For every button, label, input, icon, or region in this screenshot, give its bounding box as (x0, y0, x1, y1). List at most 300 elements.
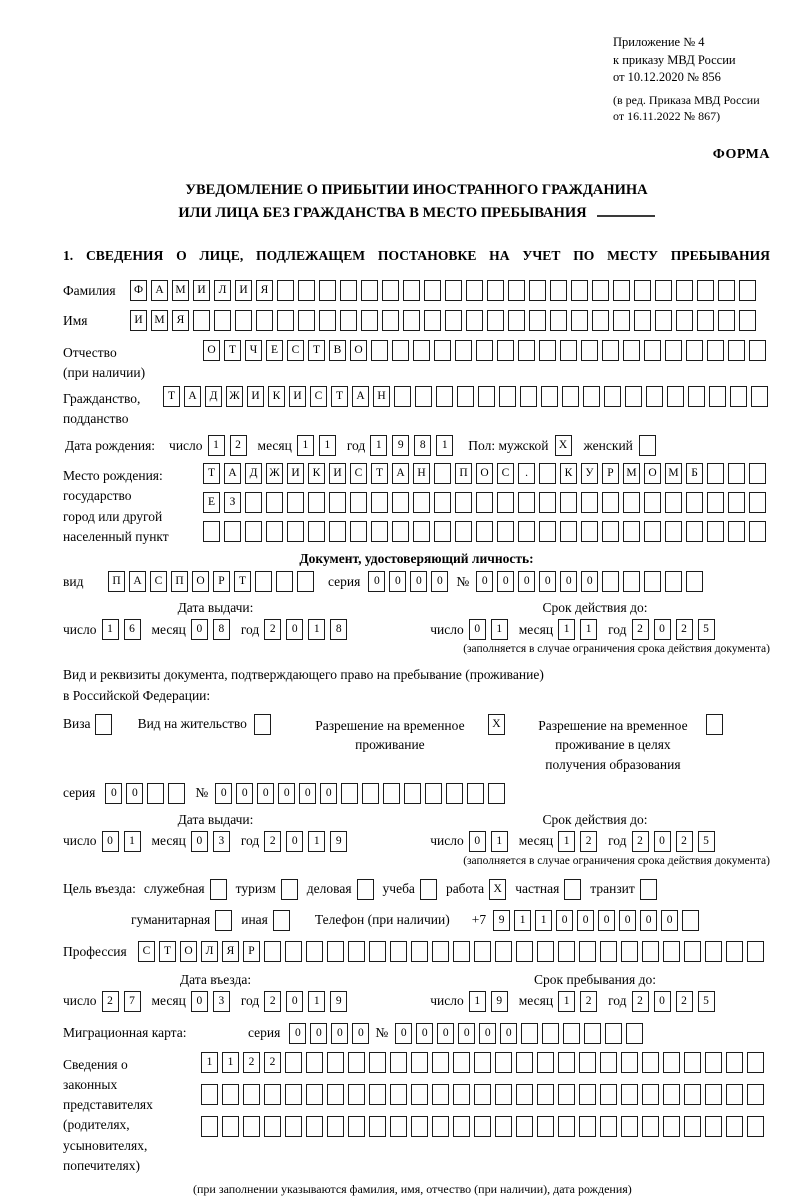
char-cell[interactable] (518, 521, 535, 542)
char-cell[interactable] (541, 386, 558, 407)
char-cell[interactable]: 0 (299, 783, 316, 804)
char-cell[interactable]: 0 (410, 571, 427, 592)
char-cell[interactable] (642, 1116, 659, 1137)
char-cell[interactable] (579, 1116, 596, 1137)
char-cell[interactable] (201, 1116, 218, 1137)
char-cell[interactable] (474, 1052, 491, 1073)
purpose-option-checkbox[interactable] (357, 879, 374, 900)
char-cell[interactable] (255, 571, 272, 592)
char-cell[interactable] (235, 310, 252, 331)
char-cell[interactable] (362, 783, 379, 804)
char-cell[interactable] (243, 1084, 260, 1105)
char-cell[interactable] (604, 386, 621, 407)
char-cell[interactable] (403, 310, 420, 331)
char-cell[interactable] (663, 941, 680, 962)
char-cell[interactable] (518, 492, 535, 513)
char-cell[interactable]: Д (205, 386, 222, 407)
char-cell[interactable]: 0 (497, 571, 514, 592)
char-cell[interactable] (581, 340, 598, 361)
char-cell[interactable]: 1 (514, 910, 531, 931)
char-cell[interactable] (560, 521, 577, 542)
char-cell[interactable]: Т (159, 941, 176, 962)
char-cell[interactable] (728, 463, 745, 484)
char-cell[interactable]: И (130, 310, 147, 331)
char-cell[interactable] (488, 783, 505, 804)
char-cell[interactable]: 1 (297, 435, 314, 456)
char-cell[interactable]: 7 (124, 991, 141, 1012)
char-cell[interactable] (516, 1052, 533, 1073)
char-cell[interactable] (676, 310, 693, 331)
char-cell[interactable]: А (392, 463, 409, 484)
char-cell[interactable]: 0 (102, 831, 119, 852)
char-cell[interactable]: А (151, 280, 168, 301)
char-cell[interactable]: 2 (264, 619, 281, 640)
char-cell[interactable] (453, 1116, 470, 1137)
char-cell[interactable] (663, 1084, 680, 1105)
char-cell[interactable] (369, 1084, 386, 1105)
char-cell[interactable]: 0 (518, 571, 535, 592)
char-cell[interactable] (361, 280, 378, 301)
char-cell[interactable]: 1 (491, 831, 508, 852)
char-cell[interactable] (394, 386, 411, 407)
char-cell[interactable]: 1 (308, 991, 325, 1012)
char-cell[interactable] (602, 521, 619, 542)
char-cell[interactable] (634, 280, 651, 301)
char-cell[interactable] (613, 310, 630, 331)
char-cell[interactable]: 0 (577, 910, 594, 931)
char-cell[interactable] (516, 941, 533, 962)
char-cell[interactable] (495, 1116, 512, 1137)
char-cell[interactable] (642, 941, 659, 962)
char-cell[interactable] (390, 1052, 407, 1073)
char-cell[interactable] (348, 941, 365, 962)
purpose-option-checkbox[interactable] (281, 879, 298, 900)
char-cell[interactable] (537, 941, 554, 962)
char-cell[interactable]: 2 (632, 619, 649, 640)
char-cell[interactable] (667, 386, 684, 407)
char-cell[interactable] (264, 1084, 281, 1105)
char-cell[interactable] (476, 340, 493, 361)
char-cell[interactable] (516, 1116, 533, 1137)
char-cell[interactable] (306, 941, 323, 962)
char-cell[interactable] (432, 1052, 449, 1073)
char-cell[interactable] (602, 492, 619, 513)
char-cell[interactable]: 5 (698, 831, 715, 852)
char-cell[interactable] (613, 280, 630, 301)
char-cell[interactable]: 3 (213, 991, 230, 1012)
char-cell[interactable]: 0 (191, 619, 208, 640)
char-cell[interactable] (390, 941, 407, 962)
char-cell[interactable]: 0 (469, 619, 486, 640)
char-cell[interactable]: М (665, 463, 682, 484)
purpose-option-checkbox[interactable] (210, 879, 227, 900)
char-cell[interactable]: И (287, 463, 304, 484)
purpose-option-checkbox[interactable] (215, 910, 232, 931)
char-cell[interactable] (453, 941, 470, 962)
char-cell[interactable] (600, 1052, 617, 1073)
char-cell[interactable]: Т (163, 386, 180, 407)
char-cell[interactable]: О (644, 463, 661, 484)
char-cell[interactable] (168, 783, 185, 804)
char-cell[interactable] (581, 521, 598, 542)
char-cell[interactable] (411, 941, 428, 962)
char-cell[interactable] (341, 783, 358, 804)
char-cell[interactable]: 5 (698, 991, 715, 1012)
char-cell[interactable] (245, 492, 262, 513)
char-cell[interactable]: С (138, 941, 155, 962)
char-cell[interactable] (446, 783, 463, 804)
char-cell[interactable] (256, 310, 273, 331)
char-cell[interactable]: 0 (654, 991, 671, 1012)
char-cell[interactable]: 0 (581, 571, 598, 592)
char-cell[interactable]: А (129, 571, 146, 592)
char-cell[interactable] (203, 521, 220, 542)
char-cell[interactable] (424, 310, 441, 331)
char-cell[interactable] (403, 280, 420, 301)
char-cell[interactable] (224, 521, 241, 542)
char-cell[interactable]: О (476, 463, 493, 484)
char-cell[interactable]: Е (203, 492, 220, 513)
char-cell[interactable]: 8 (330, 619, 347, 640)
male-checkbox[interactable]: X (555, 435, 572, 456)
char-cell[interactable] (276, 571, 293, 592)
char-cell[interactable]: 0 (191, 831, 208, 852)
char-cell[interactable] (621, 941, 638, 962)
char-cell[interactable]: С (310, 386, 327, 407)
char-cell[interactable]: 1 (102, 619, 119, 640)
char-cell[interactable] (644, 571, 661, 592)
char-cell[interactable]: 2 (676, 619, 693, 640)
char-cell[interactable]: И (193, 280, 210, 301)
char-cell[interactable] (579, 1084, 596, 1105)
char-cell[interactable] (495, 1052, 512, 1073)
char-cell[interactable] (560, 492, 577, 513)
char-cell[interactable] (655, 310, 672, 331)
char-cell[interactable] (455, 492, 472, 513)
char-cell[interactable] (539, 463, 556, 484)
char-cell[interactable]: Н (413, 463, 430, 484)
char-cell[interactable] (264, 1116, 281, 1137)
char-cell[interactable] (361, 310, 378, 331)
char-cell[interactable]: 1 (222, 1052, 239, 1073)
char-cell[interactable]: 0 (640, 910, 657, 931)
char-cell[interactable] (383, 783, 400, 804)
char-cell[interactable] (350, 492, 367, 513)
char-cell[interactable] (521, 1023, 538, 1044)
char-cell[interactable] (726, 941, 743, 962)
char-cell[interactable]: 0 (352, 1023, 369, 1044)
char-cell[interactable] (319, 310, 336, 331)
char-cell[interactable] (707, 492, 724, 513)
char-cell[interactable]: К (560, 463, 577, 484)
char-cell[interactable] (728, 492, 745, 513)
char-cell[interactable] (434, 340, 451, 361)
char-cell[interactable]: 2 (632, 831, 649, 852)
char-cell[interactable] (508, 280, 525, 301)
char-cell[interactable]: 0 (215, 783, 232, 804)
char-cell[interactable] (466, 310, 483, 331)
char-cell[interactable] (646, 386, 663, 407)
char-cell[interactable] (340, 280, 357, 301)
char-cell[interactable]: 0 (479, 1023, 496, 1044)
char-cell[interactable] (298, 310, 315, 331)
char-cell[interactable]: Ж (226, 386, 243, 407)
char-cell[interactable]: 6 (124, 619, 141, 640)
char-cell[interactable] (508, 310, 525, 331)
visa-checkbox[interactable] (95, 714, 112, 735)
char-cell[interactable]: 0 (476, 571, 493, 592)
char-cell[interactable] (718, 310, 735, 331)
char-cell[interactable] (747, 1084, 764, 1105)
char-cell[interactable] (392, 521, 409, 542)
char-cell[interactable] (495, 1084, 512, 1105)
char-cell[interactable]: 1 (558, 619, 575, 640)
char-cell[interactable] (193, 310, 210, 331)
char-cell[interactable] (474, 1084, 491, 1105)
char-cell[interactable] (562, 386, 579, 407)
char-cell[interactable]: 9 (392, 435, 409, 456)
char-cell[interactable]: 2 (632, 991, 649, 1012)
char-cell[interactable] (222, 1116, 239, 1137)
char-cell[interactable] (382, 280, 399, 301)
char-cell[interactable] (539, 492, 556, 513)
char-cell[interactable] (579, 1052, 596, 1073)
purpose-option-checkbox[interactable] (420, 879, 437, 900)
char-cell[interactable] (319, 280, 336, 301)
char-cell[interactable]: И (247, 386, 264, 407)
char-cell[interactable]: О (350, 340, 367, 361)
char-cell[interactable] (644, 492, 661, 513)
char-cell[interactable] (642, 1052, 659, 1073)
char-cell[interactable]: М (172, 280, 189, 301)
char-cell[interactable] (434, 492, 451, 513)
char-cell[interactable] (709, 386, 726, 407)
char-cell[interactable] (665, 340, 682, 361)
char-cell[interactable] (432, 1116, 449, 1137)
char-cell[interactable] (245, 521, 262, 542)
char-cell[interactable] (558, 1116, 575, 1137)
char-cell[interactable]: Л (201, 941, 218, 962)
char-cell[interactable] (705, 1116, 722, 1137)
char-cell[interactable]: С (497, 463, 514, 484)
char-cell[interactable]: П (455, 463, 472, 484)
char-cell[interactable]: 1 (308, 619, 325, 640)
char-cell[interactable]: М (151, 310, 168, 331)
char-cell[interactable]: 0 (395, 1023, 412, 1044)
female-checkbox[interactable] (639, 435, 656, 456)
char-cell[interactable]: 0 (500, 1023, 517, 1044)
char-cell[interactable]: 1 (469, 991, 486, 1012)
char-cell[interactable]: 0 (320, 783, 337, 804)
char-cell[interactable] (434, 521, 451, 542)
char-cell[interactable] (686, 340, 703, 361)
char-cell[interactable]: 0 (458, 1023, 475, 1044)
char-cell[interactable] (308, 521, 325, 542)
char-cell[interactable] (467, 783, 484, 804)
char-cell[interactable] (466, 280, 483, 301)
char-cell[interactable] (655, 280, 672, 301)
char-cell[interactable] (411, 1052, 428, 1073)
char-cell[interactable]: 0 (556, 910, 573, 931)
char-cell[interactable] (644, 521, 661, 542)
char-cell[interactable]: О (180, 941, 197, 962)
char-cell[interactable] (201, 1084, 218, 1105)
char-cell[interactable] (392, 492, 409, 513)
char-cell[interactable]: 0 (286, 619, 303, 640)
char-cell[interactable] (529, 310, 546, 331)
char-cell[interactable] (285, 1084, 302, 1105)
char-cell[interactable] (558, 941, 575, 962)
char-cell[interactable] (327, 941, 344, 962)
char-cell[interactable]: Я (256, 280, 273, 301)
char-cell[interactable]: Т (331, 386, 348, 407)
char-cell[interactable]: Е (266, 340, 283, 361)
char-cell[interactable] (411, 1084, 428, 1105)
char-cell[interactable] (726, 1052, 743, 1073)
char-cell[interactable] (297, 571, 314, 592)
char-cell[interactable]: 8 (213, 619, 230, 640)
char-cell[interactable] (749, 521, 766, 542)
char-cell[interactable]: 0 (619, 910, 636, 931)
char-cell[interactable]: З (224, 492, 241, 513)
char-cell[interactable] (432, 941, 449, 962)
char-cell[interactable]: П (171, 571, 188, 592)
char-cell[interactable]: 2 (243, 1052, 260, 1073)
char-cell[interactable] (623, 571, 640, 592)
char-cell[interactable] (688, 386, 705, 407)
char-cell[interactable]: И (235, 280, 252, 301)
char-cell[interactable]: 0 (278, 783, 295, 804)
char-cell[interactable]: Я (222, 941, 239, 962)
char-cell[interactable] (306, 1116, 323, 1137)
char-cell[interactable] (592, 310, 609, 331)
char-cell[interactable] (684, 1084, 701, 1105)
char-cell[interactable] (584, 1023, 601, 1044)
char-cell[interactable] (749, 463, 766, 484)
char-cell[interactable]: 0 (661, 910, 678, 931)
char-cell[interactable]: 0 (331, 1023, 348, 1044)
char-cell[interactable]: 1 (491, 619, 508, 640)
char-cell[interactable] (478, 386, 495, 407)
char-cell[interactable] (707, 521, 724, 542)
char-cell[interactable]: 0 (286, 991, 303, 1012)
char-cell[interactable] (371, 340, 388, 361)
char-cell[interactable] (413, 340, 430, 361)
char-cell[interactable] (684, 1116, 701, 1137)
char-cell[interactable] (476, 521, 493, 542)
char-cell[interactable] (571, 280, 588, 301)
char-cell[interactable] (539, 340, 556, 361)
char-cell[interactable] (550, 280, 567, 301)
char-cell[interactable]: 0 (431, 571, 448, 592)
char-cell[interactable]: 0 (105, 783, 122, 804)
char-cell[interactable] (686, 521, 703, 542)
char-cell[interactable]: К (268, 386, 285, 407)
temp-residence-checkbox[interactable]: X (488, 714, 505, 735)
char-cell[interactable] (404, 783, 421, 804)
char-cell[interactable]: 1 (535, 910, 552, 931)
purpose-option-checkbox[interactable] (273, 910, 290, 931)
char-cell[interactable] (682, 910, 699, 931)
char-cell[interactable] (697, 310, 714, 331)
char-cell[interactable]: В (329, 340, 346, 361)
purpose-option-checkbox[interactable] (640, 879, 657, 900)
char-cell[interactable]: О (192, 571, 209, 592)
char-cell[interactable] (474, 1116, 491, 1137)
char-cell[interactable] (726, 1084, 743, 1105)
char-cell[interactable]: 2 (580, 991, 597, 1012)
char-cell[interactable]: 3 (213, 831, 230, 852)
temp-residence-education-checkbox[interactable] (706, 714, 723, 735)
char-cell[interactable]: 0 (310, 1023, 327, 1044)
char-cell[interactable] (425, 783, 442, 804)
char-cell[interactable] (537, 1116, 554, 1137)
char-cell[interactable]: 0 (126, 783, 143, 804)
char-cell[interactable] (415, 386, 432, 407)
char-cell[interactable] (390, 1116, 407, 1137)
char-cell[interactable]: К (308, 463, 325, 484)
char-cell[interactable]: Т (234, 571, 251, 592)
char-cell[interactable] (623, 340, 640, 361)
char-cell[interactable] (739, 310, 756, 331)
char-cell[interactable]: 1 (208, 435, 225, 456)
char-cell[interactable] (718, 280, 735, 301)
char-cell[interactable] (285, 1052, 302, 1073)
char-cell[interactable]: 0 (416, 1023, 433, 1044)
char-cell[interactable] (306, 1084, 323, 1105)
char-cell[interactable]: С (287, 340, 304, 361)
char-cell[interactable] (348, 1052, 365, 1073)
char-cell[interactable]: Т (308, 340, 325, 361)
char-cell[interactable]: 0 (654, 619, 671, 640)
char-cell[interactable] (728, 340, 745, 361)
char-cell[interactable] (264, 941, 281, 962)
char-cell[interactable] (581, 492, 598, 513)
char-cell[interactable] (327, 1084, 344, 1105)
char-cell[interactable] (350, 521, 367, 542)
char-cell[interactable]: У (581, 463, 598, 484)
char-cell[interactable]: А (352, 386, 369, 407)
char-cell[interactable] (369, 941, 386, 962)
char-cell[interactable]: 5 (698, 619, 715, 640)
char-cell[interactable]: 0 (289, 1023, 306, 1044)
char-cell[interactable] (214, 310, 231, 331)
purpose-option-checkbox[interactable] (564, 879, 581, 900)
char-cell[interactable]: И (329, 463, 346, 484)
char-cell[interactable] (306, 1052, 323, 1073)
char-cell[interactable] (560, 340, 577, 361)
char-cell[interactable]: 1 (370, 435, 387, 456)
char-cell[interactable]: 0 (257, 783, 274, 804)
char-cell[interactable]: Р (602, 463, 619, 484)
char-cell[interactable] (348, 1116, 365, 1137)
char-cell[interactable] (371, 521, 388, 542)
char-cell[interactable] (705, 1084, 722, 1105)
char-cell[interactable] (277, 280, 294, 301)
char-cell[interactable]: 9 (491, 991, 508, 1012)
char-cell[interactable] (369, 1116, 386, 1137)
char-cell[interactable]: 0 (469, 831, 486, 852)
char-cell[interactable] (730, 386, 747, 407)
char-cell[interactable] (413, 521, 430, 542)
residence-permit-checkbox[interactable] (254, 714, 271, 735)
char-cell[interactable] (686, 492, 703, 513)
char-cell[interactable] (558, 1052, 575, 1073)
char-cell[interactable] (432, 1084, 449, 1105)
char-cell[interactable] (436, 386, 453, 407)
char-cell[interactable]: 0 (389, 571, 406, 592)
char-cell[interactable] (749, 492, 766, 513)
